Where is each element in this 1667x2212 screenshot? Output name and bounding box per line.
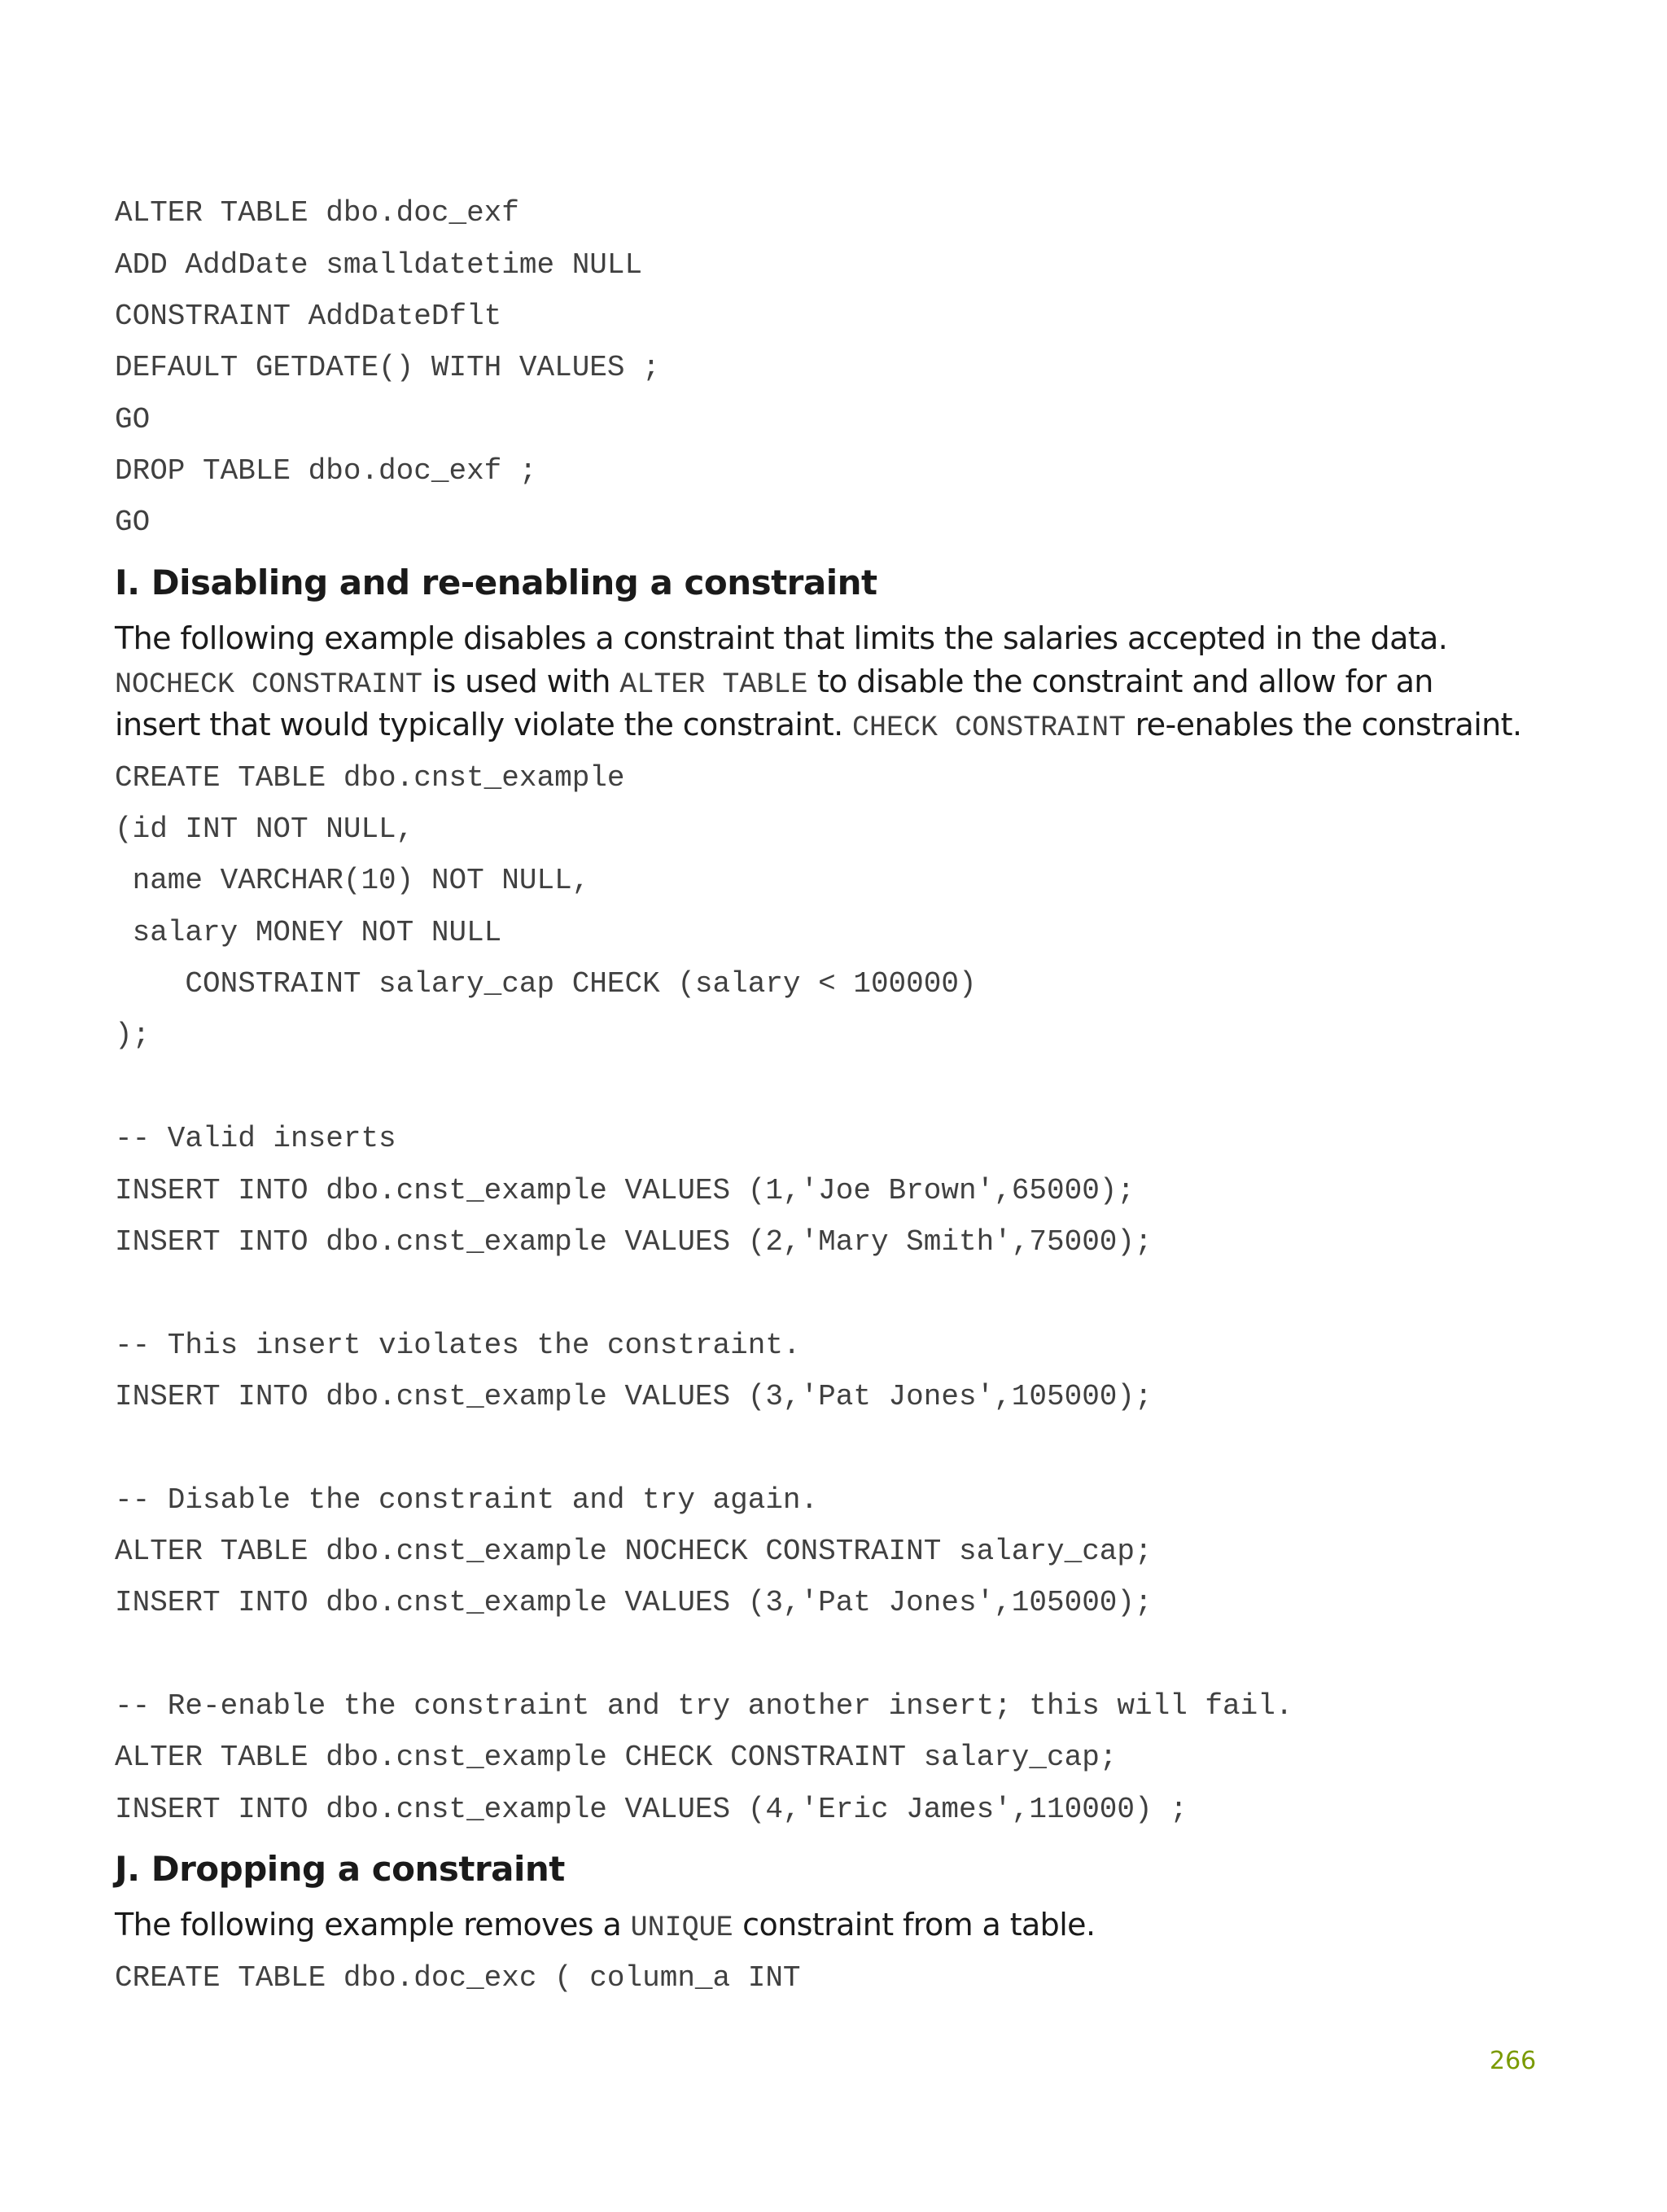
paragraph-line [115, 1903, 1095, 1949]
code-line: INSERT INTO dbo.cnst_example VALUES (3,'Pat Jones',105000); [115, 1586, 1153, 1619]
code-line: CREATE TABLE dbo.cnst_example [115, 761, 625, 795]
code-line: ALTER TABLE dbo.doc_exf [115, 196, 519, 230]
paragraph-text: insert that would typically violate the constraint. [115, 707, 853, 742]
code-line: GO [115, 403, 151, 436]
paragraph-text: The following example removes a [115, 1907, 631, 1943]
paragraph-text: re-enables the constraint. [1126, 707, 1522, 742]
code-line: salary MONEY NOT NULL [115, 916, 502, 949]
code-line: ALTER TABLE dbo.cnst_example NOCHECK CONSTRAINT salary_cap; [115, 1535, 1153, 1568]
code-line: -- Re-enable the constraint and try another insert; this will fail. [115, 1689, 1293, 1723]
paragraph-line: The following example disables a constraint that limits the salaries accepted in the data. [115, 620, 1448, 656]
code-line: GO [115, 506, 151, 539]
code-line: INSERT INTO dbo.cnst_example VALUES (2,'Mary Smith',75000); [115, 1225, 1153, 1259]
paragraph-text: to disable the constraint and allow for an [807, 664, 1433, 699]
code-line: ALTER TABLE dbo.cnst_example CHECK CONSTRAINT salary_cap; [115, 1741, 1118, 1774]
paragraph-line [115, 703, 1521, 749]
paragraph-text: is used with [422, 664, 620, 699]
page-number: 266 [1490, 2047, 1537, 2075]
section-heading-j: J. Dropping a constraint [115, 1849, 565, 1889]
paragraph-line [115, 660, 1433, 706]
code-line: (id INT NOT NULL, [115, 813, 414, 846]
code-line: INSERT INTO dbo.cnst_example VALUES (4,'Eric James',110000) ; [115, 1793, 1188, 1826]
code-line: ADD AddDate smalldatetime NULL [115, 248, 643, 282]
code-line: ); [115, 1018, 151, 1052]
code-line: DROP TABLE dbo.doc_exf ; [115, 454, 537, 488]
code-line: name VARCHAR(10) NOT NULL, [115, 864, 590, 897]
code-line: DEFAULT GETDATE() WITH VALUES ; [115, 351, 660, 384]
code-line: INSERT INTO dbo.cnst_example VALUES (1,'Joe Brown',65000); [115, 1174, 1135, 1207]
section-heading-i: I. Disabling and re-enabling a constraint [115, 563, 877, 602]
code-line: CREATE TABLE dbo.doc_exc ( column_a INT [115, 1961, 801, 1995]
inline-code: UNIQUE [630, 1912, 733, 1944]
code-line: INSERT INTO dbo.cnst_example VALUES (3,'Pat Jones',105000); [115, 1380, 1153, 1413]
code-line: -- This insert violates the constraint. [115, 1329, 801, 1362]
inline-code: ALTER TABLE [619, 668, 808, 701]
code-line: CONSTRAINT salary_cap CHECK (salary < 100000) [115, 967, 977, 1001]
inline-code: CHECK CONSTRAINT [852, 712, 1127, 744]
code-line: -- Disable the constraint and try again. [115, 1483, 819, 1517]
code-line: -- Valid inserts [115, 1122, 396, 1155]
inline-code: NOCHECK CONSTRAINT [115, 668, 423, 701]
paragraph-text: constraint from a table. [733, 1907, 1096, 1943]
code-line: CONSTRAINT AddDateDflt [115, 300, 502, 333]
